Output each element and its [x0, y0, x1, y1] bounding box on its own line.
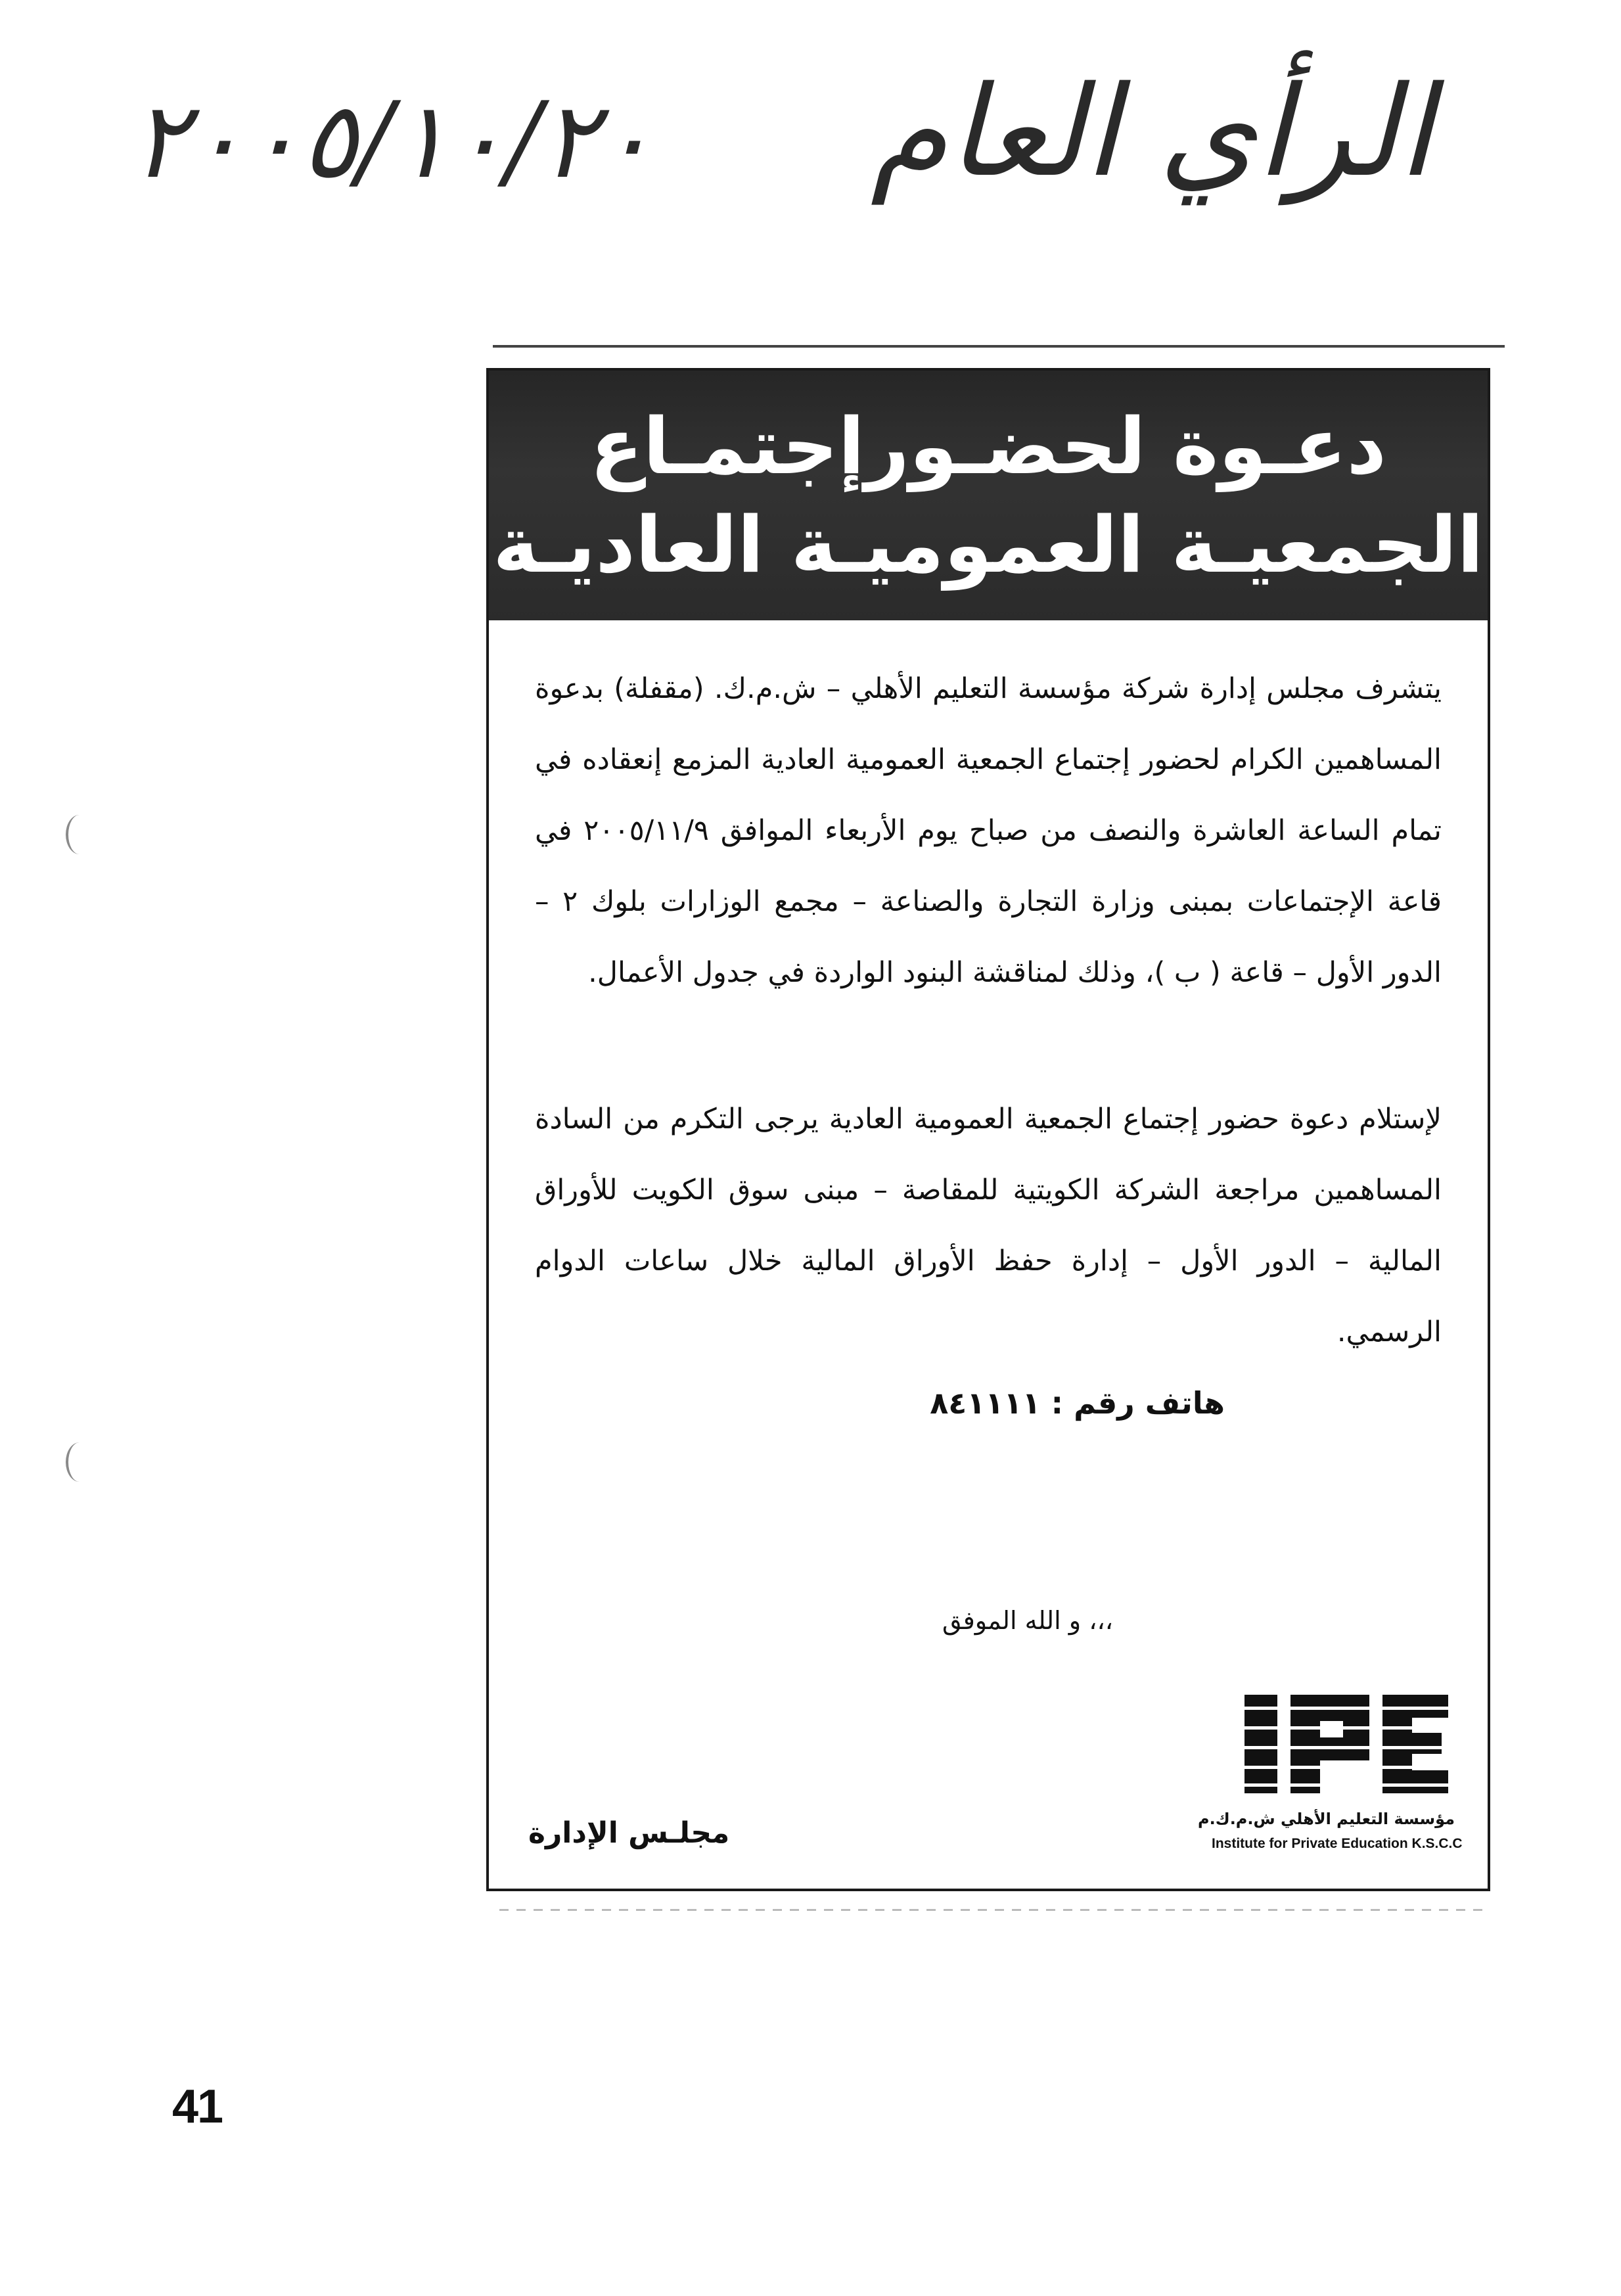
punch-hole	[66, 815, 93, 854]
ad-body	[535, 653, 1442, 1438]
phone-line	[535, 1367, 1442, 1438]
page-number: 41	[172, 2080, 223, 2133]
handwritten-date: ٢٠٠٥/١٠/٢٠	[131, 79, 654, 202]
closing-phrase: ،،، و الله الموفق	[942, 1606, 1113, 1635]
ipe-logo	[1197, 1688, 1463, 1866]
phone-number: ٨٤١١١١	[930, 1385, 1041, 1421]
board-signature: مجلـس الإدارة	[528, 1816, 730, 1850]
advertisement	[486, 368, 1490, 1891]
handwritten-annotation	[131, 59, 1432, 217]
handwritten-newspaper-name: الرأي العام	[870, 59, 1432, 204]
ad-header-banner	[489, 371, 1488, 620]
ipe-logo-icon	[1238, 1688, 1455, 1800]
logo-arabic-name: مؤسسة التعليم الأهلي ش.م.ك.م	[1197, 1810, 1455, 1828]
newspaper-rule	[493, 345, 1505, 348]
phone-label: هاتف رقم :	[1051, 1385, 1225, 1421]
logo-english-name: Institute for Private Education K.S.C.C	[1212, 1836, 1463, 1851]
newspaper-cut-edge	[499, 1909, 1485, 1911]
invitation-paragraph: يتشرف مجلس إدارة شركة مؤسسة التعليم الأهلي – ش.م.ك. (مقفلة) بدعوة المساهمين الكرام لحضور إجتماع الجمعية العمومية العادية المزمع إنعقاده في تمام الساعة العاشرة والنصف من صباح يوم الأربعاء الموافق ٢٠٠٥/١١/٩ في قاعة الإجتماعات بمبنى وزارة التجارة والصناعة – مجمع الوزارات بلوك ٢ – الدور الأول – قاعة ( ب )، وذلك لمناقشة البنود الواردة في جدول الأعمال.	[535, 672, 1442, 989]
collection-paragraph: لإستلام دعوة حضور إجتماع الجمعية العمومية العادية يرجى التكرم من السادة المساهمين مراجعة الشركة الكويتية للمقاصة – مبنى سوق الكويت للأوراق المالية – الدور الأول – إدارة حفظ الأوراق المالية خلال ساعات الدوام الرسمي.	[535, 1103, 1442, 1348]
punch-hole	[66, 1442, 93, 1482]
ad-title-line-2: الجمعيـة العموميـة العاديـة	[493, 499, 1484, 590]
ad-title-line-1: دعـوة لحضـورإجتمـاع	[589, 401, 1387, 492]
